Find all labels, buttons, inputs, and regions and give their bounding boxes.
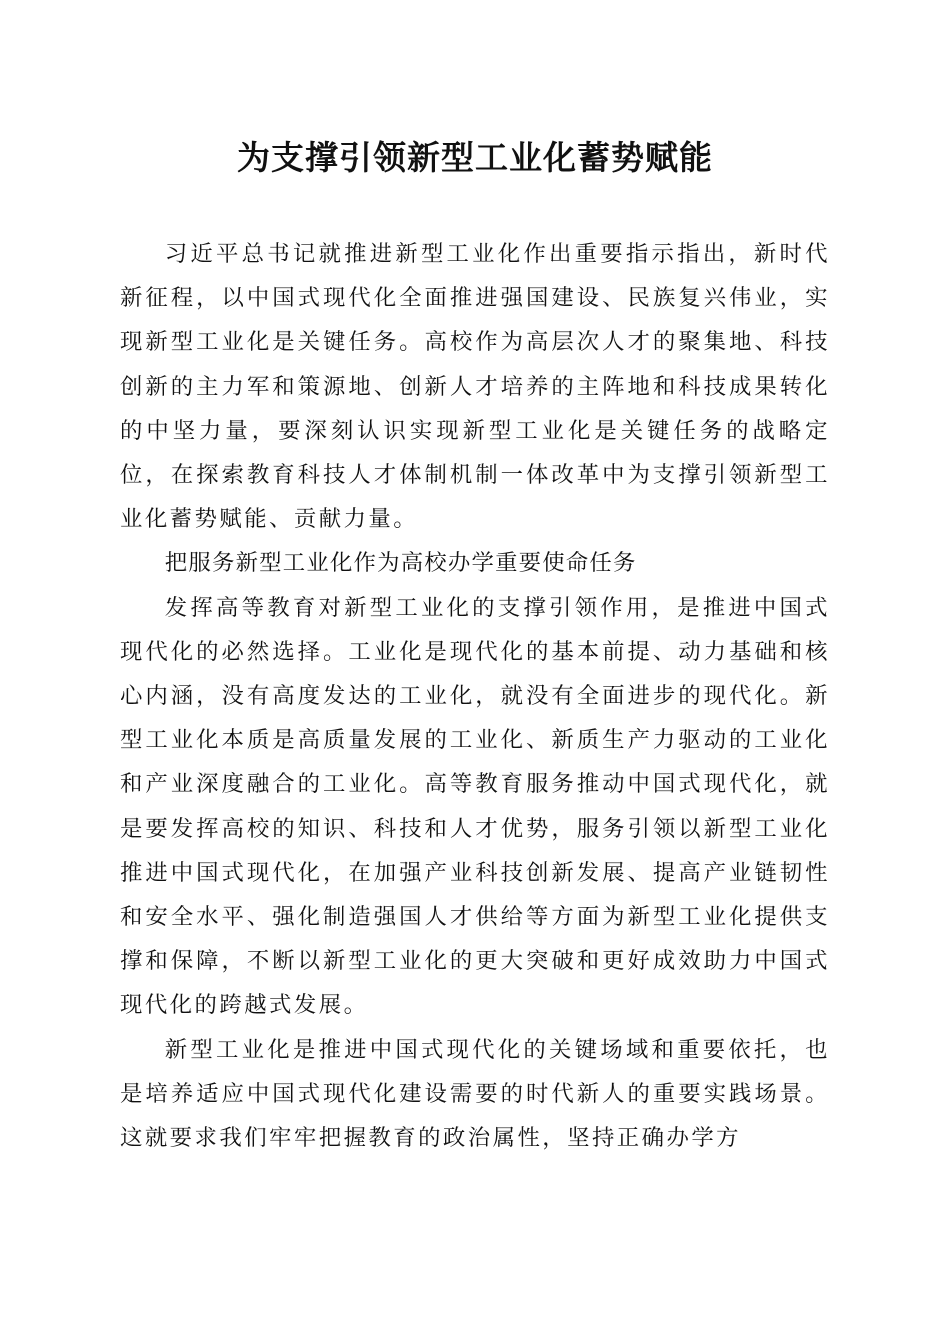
paragraph-intro: 习近平总书记就推进新型工业化作出重要指示指出，新时代新征程，以中国式现代化全面推进强国建设、民族复兴伟业，实现新型工业化是关键任务。高校作为高层次人才的聚集地、科技创新的主力军和策源地、创新人才培养的主阵地和科技成果转化的中坚力量，要深刻认识实现新型工业化是关键任务的战略定位，在探索教育科技人才体制机制一体改革中为支撑引领新型工业化蓄势赋能、贡献力量。 [120,241,830,533]
paragraph-industrialization-role: 发挥高等教育对新型工业化的支撑引领作用，是推进中国式现代化的必然选择。工业化是现代化的基本前提、动力基础和核心内涵，没有高度发达的工业化，就没有全面进步的现代化。新型工业化本质是高质量发展的工业化、新质生产力驱动的工业化和产业深度融合的工业化。高等教育服务推动中国式现代化，就是要发挥高校的知识、科技和人才优势，服务引领以新型工业化推进中国式现代化，在加强产业科技创新发展、提高产业链韧性和安全水平、强化制造强国人才供给等方面为新型工业化提供支撑和保障，不断以新型工业化的更大突破和更好成效助力中国式现代化的跨越式发展。 [120,594,830,1019]
paragraph-key-field: 新型工业化是推进中国式现代化的关键场域和重要依托，也是培养适应中国式现代化建设需要的时代新人的重要实践场景。这就要求我们牢牢把握教育的政治属性，坚持正确办学方 [120,1036,830,1152]
document-title: 为支撑引领新型工业化蓄势赋能 [237,138,713,177]
section-heading: 把服务新型工业化作为高校办学重要使命任务 [164,550,637,577]
document-page [120,128,830,1160]
document-body [120,232,830,1160]
